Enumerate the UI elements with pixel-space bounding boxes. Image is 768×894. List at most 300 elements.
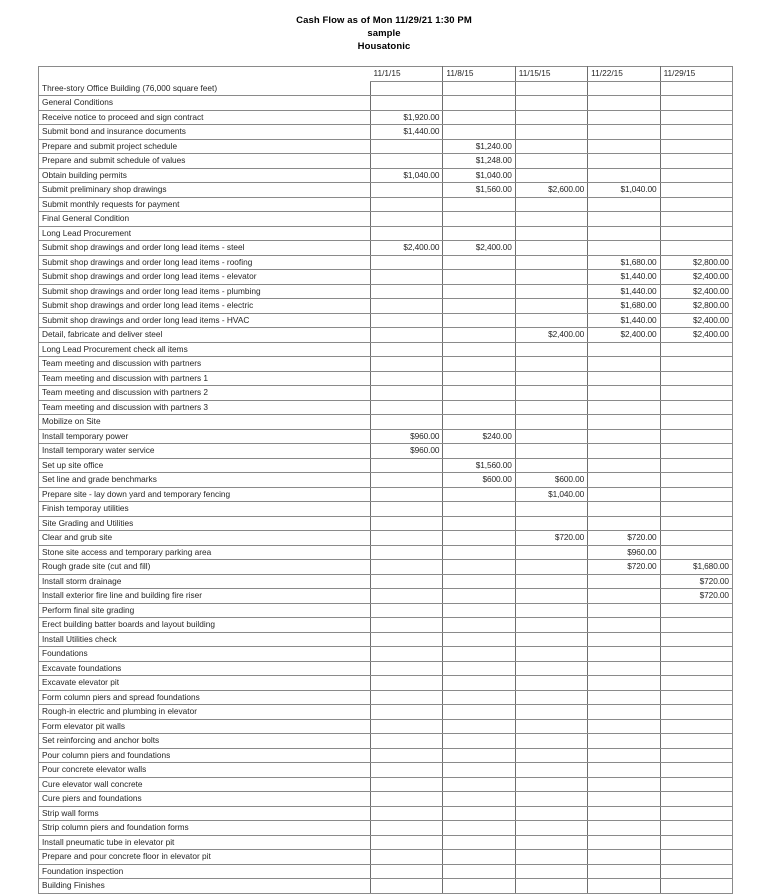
cash-flow-value-cell[interactable]: [443, 864, 515, 879]
task-name-cell[interactable]: Excavate foundations: [39, 661, 371, 676]
task-name-cell[interactable]: Submit shop drawings and order long lead items - plumbing: [39, 284, 371, 299]
cash-flow-value-cell[interactable]: $1,040.00: [371, 168, 443, 183]
cash-flow-value-cell[interactable]: [660, 705, 732, 720]
cash-flow-value-cell[interactable]: [443, 850, 515, 865]
cash-flow-value-cell[interactable]: [588, 125, 660, 140]
cash-flow-value-cell[interactable]: [660, 777, 732, 792]
table-row[interactable]: [39, 458, 733, 473]
cash-flow-value-cell[interactable]: [515, 574, 587, 589]
cash-flow-value-cell[interactable]: [588, 81, 660, 96]
cash-flow-value-cell[interactable]: [660, 516, 732, 531]
cash-flow-value-cell[interactable]: [515, 603, 587, 618]
cash-flow-value-cell[interactable]: [588, 226, 660, 241]
cash-flow-value-cell[interactable]: [515, 125, 587, 140]
cash-flow-value-cell[interactable]: [371, 415, 443, 430]
cash-flow-value-cell[interactable]: [443, 734, 515, 749]
task-name-cell[interactable]: Submit bond and insurance documents: [39, 125, 371, 140]
task-name-cell[interactable]: Install exterior fire line and building fire riser: [39, 589, 371, 604]
cash-flow-value-cell[interactable]: [588, 603, 660, 618]
table-row[interactable]: [39, 429, 733, 444]
cash-flow-value-cell[interactable]: [588, 850, 660, 865]
table-row[interactable]: [39, 386, 733, 401]
cash-flow-value-cell[interactable]: [371, 560, 443, 575]
task-name-cell[interactable]: Prepare and submit schedule of values: [39, 154, 371, 169]
cash-flow-value-cell[interactable]: $600.00: [443, 473, 515, 488]
table-row[interactable]: [39, 734, 733, 749]
task-name-cell[interactable]: Submit shop drawings and order long lead items - roofing: [39, 255, 371, 270]
cash-flow-value-cell[interactable]: [515, 357, 587, 372]
table-row[interactable]: [39, 342, 733, 357]
cash-flow-value-cell[interactable]: [443, 125, 515, 140]
cash-flow-value-cell[interactable]: [371, 299, 443, 314]
table-row[interactable]: [39, 748, 733, 763]
table-row[interactable]: [39, 328, 733, 343]
task-name-cell[interactable]: Clear and grub site: [39, 531, 371, 546]
cash-flow-value-cell[interactable]: [371, 400, 443, 415]
cash-flow-value-cell[interactable]: [660, 676, 732, 691]
table-row[interactable]: [39, 516, 733, 531]
table-row[interactable]: [39, 444, 733, 459]
task-name-cell[interactable]: Receive notice to proceed and sign contract: [39, 110, 371, 125]
cash-flow-value-cell[interactable]: $2,400.00: [588, 328, 660, 343]
cash-flow-value-cell[interactable]: $2,800.00: [660, 255, 732, 270]
cash-flow-value-cell[interactable]: [371, 502, 443, 517]
cash-flow-value-cell[interactable]: [588, 444, 660, 459]
table-row[interactable]: [39, 473, 733, 488]
cash-flow-value-cell[interactable]: [515, 647, 587, 662]
cash-flow-value-cell[interactable]: [515, 618, 587, 633]
table-row[interactable]: [39, 603, 733, 618]
cash-flow-value-cell[interactable]: [515, 560, 587, 575]
cash-flow-value-cell[interactable]: [371, 835, 443, 850]
task-name-cell[interactable]: Strip column piers and foundation forms: [39, 821, 371, 836]
table-row[interactable]: [39, 270, 733, 285]
cash-flow-value-cell[interactable]: [443, 96, 515, 111]
cash-flow-value-cell[interactable]: [660, 429, 732, 444]
cash-flow-value-cell[interactable]: [660, 96, 732, 111]
table-row[interactable]: [39, 777, 733, 792]
task-name-cell[interactable]: Strip wall forms: [39, 806, 371, 821]
cash-flow-value-cell[interactable]: [660, 342, 732, 357]
cash-flow-value-cell[interactable]: [588, 705, 660, 720]
task-name-cell[interactable]: Form column piers and spread foundations: [39, 690, 371, 705]
cash-flow-value-cell[interactable]: [588, 429, 660, 444]
cash-flow-value-cell[interactable]: [515, 110, 587, 125]
cash-flow-value-cell[interactable]: [371, 647, 443, 662]
cash-flow-value-cell[interactable]: [371, 864, 443, 879]
cash-flow-value-cell[interactable]: $720.00: [515, 531, 587, 546]
cash-flow-value-cell[interactable]: [660, 806, 732, 821]
cash-flow-value-cell[interactable]: [515, 284, 587, 299]
table-row[interactable]: [39, 255, 733, 270]
cash-flow-value-cell[interactable]: [660, 183, 732, 198]
task-name-cell[interactable]: Mobilize on Site: [39, 415, 371, 430]
cash-flow-value-cell[interactable]: [660, 400, 732, 415]
cash-flow-value-cell[interactable]: [515, 154, 587, 169]
cash-flow-value-cell[interactable]: [515, 96, 587, 111]
cash-flow-value-cell[interactable]: [515, 545, 587, 560]
cash-flow-value-cell[interactable]: [515, 705, 587, 720]
cash-flow-value-cell[interactable]: [443, 632, 515, 647]
table-row[interactable]: [39, 545, 733, 560]
task-name-cell[interactable]: Obtain building permits: [39, 168, 371, 183]
cash-flow-value-cell[interactable]: $960.00: [371, 429, 443, 444]
task-name-cell[interactable]: Rough-in electric and plumbing in elevator: [39, 705, 371, 720]
table-row[interactable]: [39, 632, 733, 647]
cash-flow-value-cell[interactable]: $720.00: [660, 589, 732, 604]
table-row[interactable]: [39, 168, 733, 183]
column-header-date[interactable]: 11/1/15: [371, 67, 443, 82]
cash-flow-value-cell[interactable]: [515, 342, 587, 357]
cash-flow-value-cell[interactable]: [371, 821, 443, 836]
cash-flow-value-cell[interactable]: [371, 676, 443, 691]
task-name-cell[interactable]: Prepare and submit project schedule: [39, 139, 371, 154]
cash-flow-value-cell[interactable]: $1,560.00: [443, 458, 515, 473]
task-name-cell[interactable]: Submit shop drawings and order long lead items - elevator: [39, 270, 371, 285]
cash-flow-value-cell[interactable]: [515, 676, 587, 691]
cash-flow-value-cell[interactable]: [515, 139, 587, 154]
cash-flow-value-cell[interactable]: [660, 357, 732, 372]
cash-flow-value-cell[interactable]: [588, 96, 660, 111]
cash-flow-value-cell[interactable]: [588, 487, 660, 502]
cash-flow-value-cell[interactable]: [371, 255, 443, 270]
table-row[interactable]: [39, 850, 733, 865]
task-name-cell[interactable]: Long Lead Procurement check all items: [39, 342, 371, 357]
cash-flow-value-cell[interactable]: [515, 415, 587, 430]
cash-flow-value-cell[interactable]: [660, 487, 732, 502]
cash-flow-value-cell[interactable]: [515, 197, 587, 212]
cash-flow-value-cell[interactable]: [515, 429, 587, 444]
cash-flow-value-cell[interactable]: [371, 763, 443, 778]
cash-flow-value-cell[interactable]: [588, 647, 660, 662]
cash-flow-value-cell[interactable]: [588, 168, 660, 183]
cash-flow-value-cell[interactable]: [443, 574, 515, 589]
cash-flow-value-cell[interactable]: [371, 879, 443, 894]
cash-flow-value-cell[interactable]: [443, 357, 515, 372]
table-row[interactable]: [39, 705, 733, 720]
cash-flow-value-cell[interactable]: [660, 719, 732, 734]
table-row[interactable]: [39, 676, 733, 691]
task-name-cell[interactable]: Set up site office: [39, 458, 371, 473]
cash-flow-value-cell[interactable]: [588, 589, 660, 604]
cash-flow-value-cell[interactable]: [371, 473, 443, 488]
task-name-cell[interactable]: Prepare and pour concrete floor in elevator pit: [39, 850, 371, 865]
table-row[interactable]: [39, 719, 733, 734]
cash-flow-value-cell[interactable]: [371, 342, 443, 357]
cash-flow-value-cell[interactable]: $2,400.00: [660, 328, 732, 343]
cash-flow-value-cell[interactable]: [515, 777, 587, 792]
task-name-cell[interactable]: Prepare site - lay down yard and temporary fencing: [39, 487, 371, 502]
task-name-cell[interactable]: Team meeting and discussion with partners: [39, 357, 371, 372]
cash-flow-value-cell[interactable]: $2,400.00: [443, 241, 515, 256]
cash-flow-value-cell[interactable]: [443, 777, 515, 792]
task-name-cell[interactable]: Excavate elevator pit: [39, 676, 371, 691]
table-row[interactable]: [39, 139, 733, 154]
cash-flow-value-cell[interactable]: $240.00: [443, 429, 515, 444]
cash-flow-value-cell[interactable]: $1,680.00: [588, 299, 660, 314]
cash-flow-value-cell[interactable]: [660, 125, 732, 140]
cash-flow-value-cell[interactable]: [371, 328, 443, 343]
cash-flow-value-cell[interactable]: [660, 763, 732, 778]
table-row[interactable]: [39, 212, 733, 227]
cash-flow-value-cell[interactable]: [443, 386, 515, 401]
cash-flow-value-cell[interactable]: $1,440.00: [588, 284, 660, 299]
cash-flow-value-cell[interactable]: [515, 226, 587, 241]
cash-flow-value-cell[interactable]: [371, 458, 443, 473]
task-name-cell[interactable]: Submit shop drawings and order long lead items - electric: [39, 299, 371, 314]
cash-flow-value-cell[interactable]: [588, 792, 660, 807]
table-row[interactable]: [39, 96, 733, 111]
task-name-cell[interactable]: Install temporary power: [39, 429, 371, 444]
cash-flow-value-cell[interactable]: [588, 212, 660, 227]
cash-flow-value-cell[interactable]: [660, 226, 732, 241]
task-name-cell[interactable]: Cure elevator wall concrete: [39, 777, 371, 792]
task-name-cell[interactable]: Submit shop drawings and order long lead items - steel: [39, 241, 371, 256]
cash-flow-value-cell[interactable]: [588, 386, 660, 401]
column-header-date[interactable]: 11/15/15: [515, 67, 587, 82]
task-name-cell[interactable]: Foundation inspection: [39, 864, 371, 879]
cash-flow-value-cell[interactable]: [660, 458, 732, 473]
task-name-cell[interactable]: Site Grading and Utilities: [39, 516, 371, 531]
cash-flow-value-cell[interactable]: [443, 110, 515, 125]
table-row[interactable]: [39, 81, 733, 96]
cash-flow-value-cell[interactable]: [588, 415, 660, 430]
task-name-cell[interactable]: Form elevator pit walls: [39, 719, 371, 734]
cash-flow-value-cell[interactable]: $2,400.00: [371, 241, 443, 256]
cash-flow-value-cell[interactable]: [371, 777, 443, 792]
task-name-cell[interactable]: Building Finishes: [39, 879, 371, 894]
cash-flow-value-cell[interactable]: [515, 792, 587, 807]
cash-flow-value-cell[interactable]: $1,040.00: [443, 168, 515, 183]
cash-flow-value-cell[interactable]: [660, 792, 732, 807]
cash-flow-value-cell[interactable]: [660, 197, 732, 212]
cash-flow-value-cell[interactable]: [371, 545, 443, 560]
cash-flow-value-cell[interactable]: [371, 618, 443, 633]
task-name-cell[interactable]: Finish temporay utilities: [39, 502, 371, 517]
cash-flow-value-cell[interactable]: [443, 690, 515, 705]
cash-flow-value-cell[interactable]: [588, 197, 660, 212]
cash-flow-value-cell[interactable]: [515, 168, 587, 183]
table-row[interactable]: [39, 661, 733, 676]
cash-flow-value-cell[interactable]: [443, 763, 515, 778]
column-header-date[interactable]: 11/29/15: [660, 67, 732, 82]
table-row[interactable]: [39, 125, 733, 140]
cash-flow-value-cell[interactable]: [443, 531, 515, 546]
cash-flow-value-cell[interactable]: $1,040.00: [588, 183, 660, 198]
cash-flow-value-cell[interactable]: [660, 531, 732, 546]
cash-flow-value-cell[interactable]: [443, 618, 515, 633]
cash-flow-value-cell[interactable]: [443, 371, 515, 386]
table-row[interactable]: [39, 197, 733, 212]
table-row[interactable]: [39, 415, 733, 430]
cash-flow-value-cell[interactable]: [515, 632, 587, 647]
cash-flow-value-cell[interactable]: [443, 226, 515, 241]
cash-flow-value-cell[interactable]: [515, 734, 587, 749]
cash-flow-value-cell[interactable]: [660, 444, 732, 459]
table-row[interactable]: [39, 618, 733, 633]
cash-flow-value-cell[interactable]: [443, 299, 515, 314]
cash-flow-value-cell[interactable]: [443, 705, 515, 720]
cash-flow-value-cell[interactable]: [660, 386, 732, 401]
cash-flow-value-cell[interactable]: [588, 763, 660, 778]
cash-flow-value-cell[interactable]: [588, 342, 660, 357]
cash-flow-value-cell[interactable]: [371, 183, 443, 198]
cash-flow-value-cell[interactable]: [371, 850, 443, 865]
cash-flow-value-cell[interactable]: [588, 371, 660, 386]
cash-flow-value-cell[interactable]: [371, 357, 443, 372]
cash-flow-value-cell[interactable]: [515, 690, 587, 705]
cash-flow-value-cell[interactable]: [371, 386, 443, 401]
cash-flow-value-cell[interactable]: [443, 444, 515, 459]
cash-flow-value-cell[interactable]: [588, 661, 660, 676]
cash-flow-value-cell[interactable]: [660, 603, 732, 618]
cash-flow-value-cell[interactable]: [443, 415, 515, 430]
cash-flow-value-cell[interactable]: [371, 661, 443, 676]
cash-flow-value-cell[interactable]: [443, 255, 515, 270]
cash-flow-value-cell[interactable]: $1,240.00: [443, 139, 515, 154]
cash-flow-value-cell[interactable]: $720.00: [660, 574, 732, 589]
table-row[interactable]: [39, 241, 733, 256]
cash-flow-value-cell[interactable]: [660, 168, 732, 183]
cash-flow-value-cell[interactable]: [443, 806, 515, 821]
cash-flow-value-cell[interactable]: [515, 879, 587, 894]
cash-flow-value-cell[interactable]: [660, 545, 732, 560]
cash-flow-value-cell[interactable]: [660, 734, 732, 749]
cash-flow-value-cell[interactable]: [515, 806, 587, 821]
cash-flow-value-cell[interactable]: [588, 879, 660, 894]
task-name-cell[interactable]: Perform final site grading: [39, 603, 371, 618]
cash-flow-value-cell[interactable]: $1,440.00: [371, 125, 443, 140]
cash-flow-value-cell[interactable]: [660, 415, 732, 430]
cash-flow-value-cell[interactable]: [371, 371, 443, 386]
task-name-cell[interactable]: Stone site access and temporary parking area: [39, 545, 371, 560]
table-row[interactable]: [39, 864, 733, 879]
cash-flow-value-cell[interactable]: [515, 299, 587, 314]
cash-flow-value-cell[interactable]: [660, 661, 732, 676]
cash-flow-value-cell[interactable]: [588, 748, 660, 763]
cash-flow-value-cell[interactable]: $960.00: [588, 545, 660, 560]
cash-flow-value-cell[interactable]: [515, 400, 587, 415]
cash-flow-value-cell[interactable]: [515, 763, 587, 778]
cash-flow-value-cell[interactable]: $2,400.00: [660, 313, 732, 328]
cash-flow-value-cell[interactable]: [588, 357, 660, 372]
cash-flow-value-cell[interactable]: [443, 516, 515, 531]
cash-flow-value-cell[interactable]: $2,600.00: [515, 183, 587, 198]
table-row[interactable]: [39, 531, 733, 546]
cash-flow-value-cell[interactable]: [515, 313, 587, 328]
task-name-cell[interactable]: Pour concrete elevator walls: [39, 763, 371, 778]
table-row[interactable]: [39, 502, 733, 517]
cash-flow-value-cell[interactable]: [588, 473, 660, 488]
cash-flow-value-cell[interactable]: [660, 618, 732, 633]
cash-flow-value-cell[interactable]: [588, 676, 660, 691]
cash-flow-value-cell[interactable]: [443, 270, 515, 285]
cash-flow-value-cell[interactable]: [371, 154, 443, 169]
cash-flow-value-cell[interactable]: [443, 400, 515, 415]
cash-flow-value-cell[interactable]: $1,680.00: [588, 255, 660, 270]
task-name-cell[interactable]: Install pneumatic tube in elevator pit: [39, 835, 371, 850]
cash-flow-value-cell[interactable]: [443, 676, 515, 691]
table-row[interactable]: [39, 110, 733, 125]
cash-flow-value-cell[interactable]: [515, 516, 587, 531]
cash-flow-value-cell[interactable]: [588, 864, 660, 879]
cash-flow-value-cell[interactable]: [443, 603, 515, 618]
cash-flow-value-cell[interactable]: [660, 473, 732, 488]
cash-flow-value-cell[interactable]: [515, 255, 587, 270]
cash-flow-value-cell[interactable]: [443, 342, 515, 357]
table-row[interactable]: [39, 835, 733, 850]
cash-flow-value-cell[interactable]: $1,680.00: [660, 560, 732, 575]
task-name-cell[interactable]: Submit monthly requests for payment: [39, 197, 371, 212]
cash-flow-value-cell[interactable]: [371, 632, 443, 647]
cash-flow-value-cell[interactable]: [443, 835, 515, 850]
cash-flow-value-cell[interactable]: [515, 748, 587, 763]
table-row[interactable]: [39, 690, 733, 705]
cash-flow-value-cell[interactable]: [660, 690, 732, 705]
cash-flow-value-cell[interactable]: [515, 864, 587, 879]
column-header-date[interactable]: 11/8/15: [443, 67, 515, 82]
cash-flow-value-cell[interactable]: [660, 154, 732, 169]
table-row[interactable]: [39, 313, 733, 328]
cash-flow-value-cell[interactable]: [443, 284, 515, 299]
cash-flow-value-cell[interactable]: [443, 545, 515, 560]
task-name-cell[interactable]: Foundations: [39, 647, 371, 662]
task-name-cell[interactable]: Erect building batter boards and layout building: [39, 618, 371, 633]
cash-flow-value-cell[interactable]: [588, 821, 660, 836]
table-row[interactable]: [39, 154, 733, 169]
cash-flow-value-cell[interactable]: [588, 835, 660, 850]
cash-flow-value-cell[interactable]: [515, 241, 587, 256]
cash-flow-value-cell[interactable]: [588, 154, 660, 169]
cash-flow-value-cell[interactable]: [588, 632, 660, 647]
cash-flow-value-cell[interactable]: $600.00: [515, 473, 587, 488]
cash-flow-value-cell[interactable]: [443, 661, 515, 676]
cash-flow-value-cell[interactable]: [371, 139, 443, 154]
cash-flow-value-cell[interactable]: [660, 850, 732, 865]
cash-flow-value-cell[interactable]: [371, 734, 443, 749]
task-name-cell[interactable]: Team meeting and discussion with partners 2: [39, 386, 371, 401]
table-row[interactable]: [39, 226, 733, 241]
cash-flow-value-cell[interactable]: [588, 690, 660, 705]
cash-flow-value-cell[interactable]: [443, 821, 515, 836]
cash-flow-value-cell[interactable]: [588, 110, 660, 125]
cash-flow-value-cell[interactable]: [443, 560, 515, 575]
cash-flow-value-cell[interactable]: [515, 850, 587, 865]
table-row[interactable]: [39, 371, 733, 386]
cash-flow-value-cell[interactable]: [588, 618, 660, 633]
cash-flow-value-cell[interactable]: [588, 241, 660, 256]
cash-flow-value-cell[interactable]: [660, 371, 732, 386]
cash-flow-value-cell[interactable]: [588, 516, 660, 531]
cash-flow-value-cell[interactable]: [660, 139, 732, 154]
task-name-cell[interactable]: Pour column piers and foundations: [39, 748, 371, 763]
cash-flow-value-cell[interactable]: [371, 226, 443, 241]
cash-flow-value-cell[interactable]: $1,560.00: [443, 183, 515, 198]
cash-flow-value-cell[interactable]: [515, 371, 587, 386]
cash-flow-value-cell[interactable]: [588, 806, 660, 821]
cash-flow-value-cell[interactable]: [660, 647, 732, 662]
cash-flow-value-cell[interactable]: [515, 444, 587, 459]
cash-flow-value-cell[interactable]: [371, 197, 443, 212]
table-row[interactable]: [39, 357, 733, 372]
cash-flow-value-cell[interactable]: $1,040.00: [515, 487, 587, 502]
cash-flow-value-cell[interactable]: [588, 458, 660, 473]
cash-flow-value-cell[interactable]: [443, 212, 515, 227]
cash-flow-value-cell[interactable]: [371, 603, 443, 618]
cash-flow-value-cell[interactable]: [660, 864, 732, 879]
cash-flow-value-cell[interactable]: [660, 212, 732, 227]
cash-flow-value-cell[interactable]: [443, 81, 515, 96]
